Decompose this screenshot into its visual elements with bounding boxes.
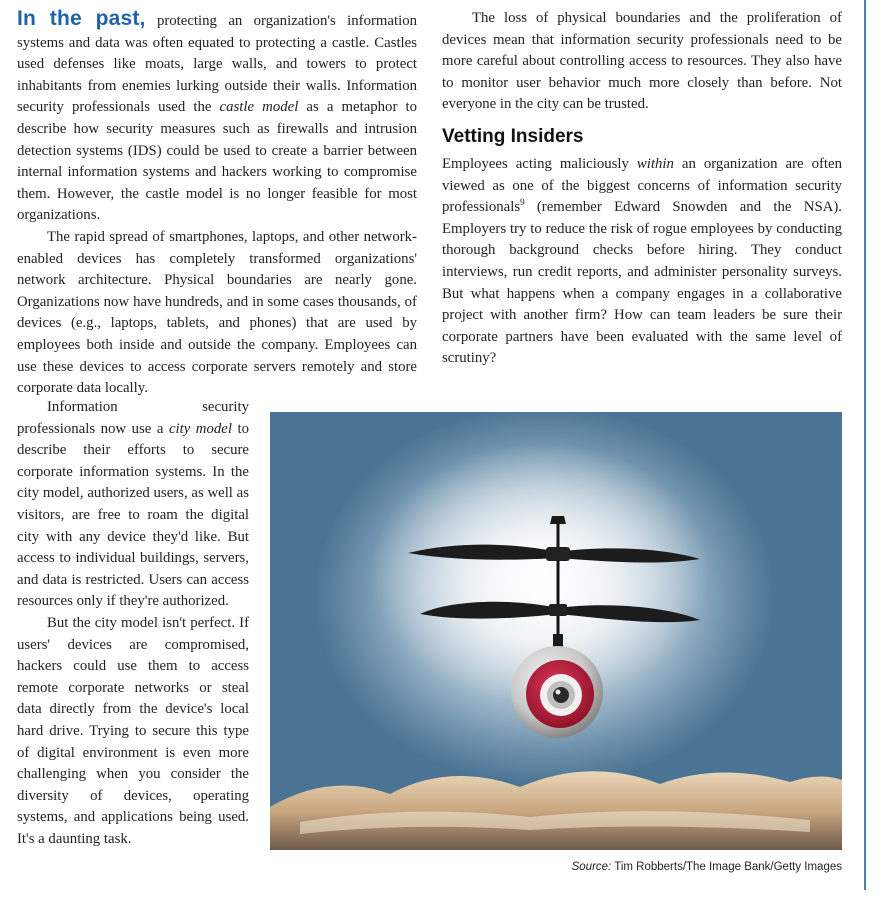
caption-source-label: Source: bbox=[571, 861, 612, 873]
within-term: within bbox=[636, 155, 674, 172]
section-heading-vetting-insiders: Vetting Insiders bbox=[442, 125, 584, 147]
narrow-column bbox=[17, 397, 249, 850]
city-model-term: city model bbox=[168, 420, 232, 437]
lead-in-heading: In the past, bbox=[17, 7, 146, 30]
caption-credit: Tim Robberts/The Image Bank/Getty Images bbox=[611, 861, 842, 873]
paragraph-city-model-limits: But the city model isn't perfect. If users' devices are compromised, hackers could use them to access remote corporate networks or steal data directly from the device's local hard drive. Trying to secure this type of digital environment is even more challenging when you consider the diversity of devices, operating systems, and applications being used. It's a daunting task. bbox=[17, 614, 249, 847]
paragraph-text: Information security professionals now use a bbox=[17, 399, 249, 437]
drone-camera-illustration bbox=[270, 412, 842, 850]
cloud-bank bbox=[270, 771, 842, 850]
footnote-reference: 9 bbox=[520, 197, 525, 208]
paragraph-vetting-insiders bbox=[442, 154, 842, 370]
paragraph-text: Employees acting maliciously bbox=[442, 155, 637, 172]
photo-caption bbox=[572, 861, 842, 873]
drone-camera-photo bbox=[270, 412, 842, 850]
paragraph-text: protecting an organization's information systems and data was often equated to protecting a castle. Castles used defenses like moats, large walls, and towers to protect inhabitants from enemies lurking outside their walls. Information security professionals used the bbox=[17, 13, 417, 116]
paragraph-text: (remember Edward Snowden and the NSA). Employers try to reduce the risk of rogue employees by conducting thorough background checks before hiring. They conduct interviews, run credit reports, and administer personality surveys. But what happens when a company engages in a collaborative project with another firm? How can team leaders be sure their corporate partners have been evaluated with the same level of scrutiny? bbox=[442, 199, 842, 367]
page-edge-rule bbox=[864, 0, 866, 890]
paragraph-device-spread: The rapid spread of smartphones, laptops, and other network-enabled devices has completely transformed organizations' network architecture. Physical boundaries are nearly gone. Organizations now have hundreds, and in some cases thousands, of devices (e.g., laptops, tablets, and phones) that are used by employees both inside and outside the company. Employees can use these devices to access corporate servers remotely and store corporate data locally. bbox=[17, 228, 417, 397]
castle-model-term: castle model bbox=[219, 99, 299, 116]
paragraph-text: an organization are often viewed as one of the biggest concerns of information security professionals bbox=[442, 155, 842, 216]
left-column bbox=[17, 8, 417, 400]
paragraph-text: as a metaphor to describe how security measures such as firewalls and intrusion detection systems (IDS) could be used to create a barrier between internal information systems and hackers working to compromise them. However, the castle model is no longer feasible for most organizations. bbox=[17, 99, 417, 224]
paragraph-castle-model bbox=[17, 8, 417, 227]
paragraph-city-model bbox=[17, 397, 249, 613]
paragraph-text: to describe their efforts to secure corporate information systems. In the city model, authorized users, as well as visitors, are free to roam the digital city with any device they'd like. But access to individual buildings, servers, and data is restricted. Users can access resources only if they're authorized. bbox=[17, 420, 250, 610]
camera-lens bbox=[553, 687, 569, 703]
right-column bbox=[442, 8, 842, 370]
paragraph-physical-boundaries: The loss of physical boundaries and the proliferation of devices mean that information security professionals need to be more careful about controlling access to resources. They also have to monitor user behavior much more closely than before. Not everyone in the city can be trusted. bbox=[442, 10, 842, 113]
